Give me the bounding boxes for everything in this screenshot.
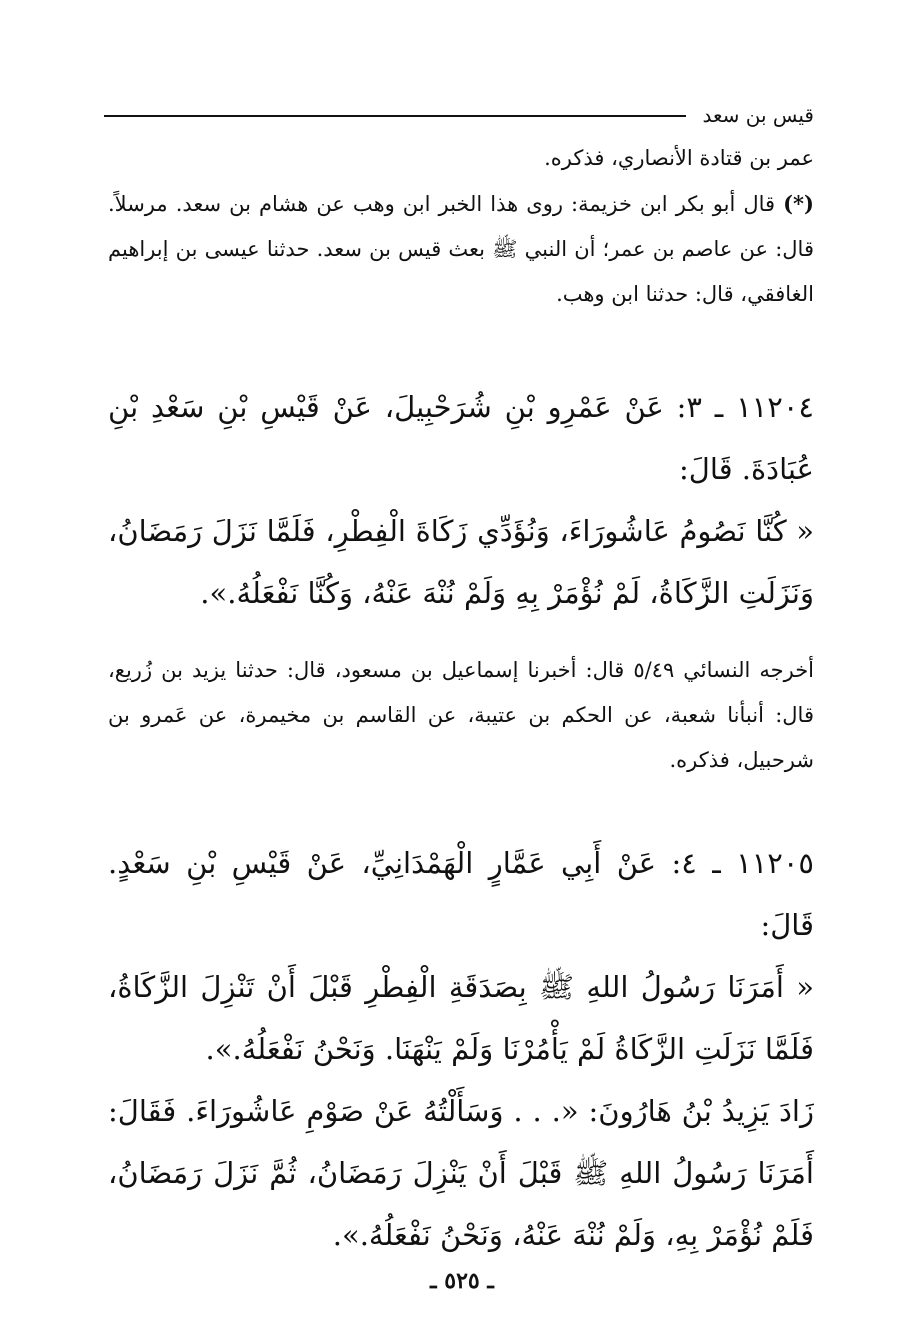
note-top-line1: عمر بن قتادة الأنصاري، فذكره. <box>544 146 814 170</box>
hadith-1205-matn-text: « أَمَرَنَا رَسُولُ اللهِ ﷺ بِصَدَقَةِ الْفِطْرِ قَبْلَ أَنْ تَنْزِلَ الزَّكَاةُ، فَلَمَّا نَزَلَتِ الزَّكَاةُ لَمْ يَأْمُرْنَا وَلَمْ يَنْهَنَا. وَنَحْنُ نَفْعَلُهُ.». <box>108 970 814 1066</box>
hadith-1205-matn <box>108 956 814 1080</box>
hadith-1205-addition-text: زَادَ يَزِيدُ بْنُ هَارُونَ: «. . . وَسَأَلْتُهُ عَنْ صَوْمِ عَاشُورَاءَ. فَقَالَ: أَمَرَنَا رَسُولُ اللهِ ﷺ قَبْلَ أَنْ يَنْزِلَ رَمَضَانُ، ثُمَّ نَزَلَ رَمَضَانُ، فَلَمْ نُؤْمَرْ بِهِ، وَلَمْ نُنْهَ عَنْهُ، وَنَحْنُ نَفْعَلُهُ.». <box>108 1094 814 1252</box>
note-khuzaymah <box>108 181 814 317</box>
header-rule <box>104 115 686 117</box>
page-number: ـ ٥٢٥ ـ <box>430 1268 494 1294</box>
note-body: قال أبو بكر ابن خزيمة: روى هذا الخبر ابن وهب عن هشام بن سعد. مرسلاً. قال: عن عاصم بن عمر؛ أن النبي ﷺ بعث قيس بن سعد. حدثنا عيسى بن إبراهيم الغافقي، قال: حدثنا ابن وهب. <box>108 192 814 306</box>
hadith-1204-takhrij <box>108 648 814 783</box>
hadith-1204-matn-text: « كُنَّا نَصُومُ عَاشُورَاءَ، وَنُؤَدِّي زَكَاةَ الْفِطْرِ، فَلَمَّا نَزَلَ رَمَضَانُ، وَنَزَلَتِ الزَّكَاةُ، لَمْ نُؤْمَرْ بِهِ وَلَمْ نُنْهَ عَنْهُ، وَكُنَّا نَفْعَلُهُ.». <box>108 514 814 610</box>
hadith-1205-isnad-text: ١١٢٠٥ ـ ٤: عَنْ أَبِي عَمَّارٍ الْهَمْدَانِيِّ، عَنْ قَيْسِ بْنِ سَعْدٍ. قَالَ: <box>108 846 814 942</box>
running-title: قيس بن سعد <box>702 103 814 127</box>
hadith-1205-addition <box>108 1080 814 1266</box>
hadith-1204-isnad-text: ١١٢٠٤ ـ ٣: عَنْ عَمْرِو بْنِ شُرَحْبِيلَ، عَنْ قَيْسِ بْنِ سَعْدِ بْنِ عُبَادَةَ. قَالَ: <box>108 390 814 486</box>
note-marker: (*) <box>783 191 814 216</box>
hadith-1204-takhrij-text: أخرجه النسائي ٥/٤٩ قال: أخبرنا إسماعيل بن مسعود، قال: حدثنا يزيد بن زُريع، قال: أنبأنا شعبة، عن الحكم بن عتيبة، عن القاسم بن مخيمرة، عن عَمرو بن شرحبيل، فذكره. <box>108 658 815 772</box>
hadith-1205-isnad <box>108 832 814 956</box>
running-header <box>104 100 814 130</box>
note-top-line <box>108 136 814 181</box>
hadith-1204-matn <box>108 500 814 624</box>
hadith-1204-isnad <box>108 376 814 500</box>
